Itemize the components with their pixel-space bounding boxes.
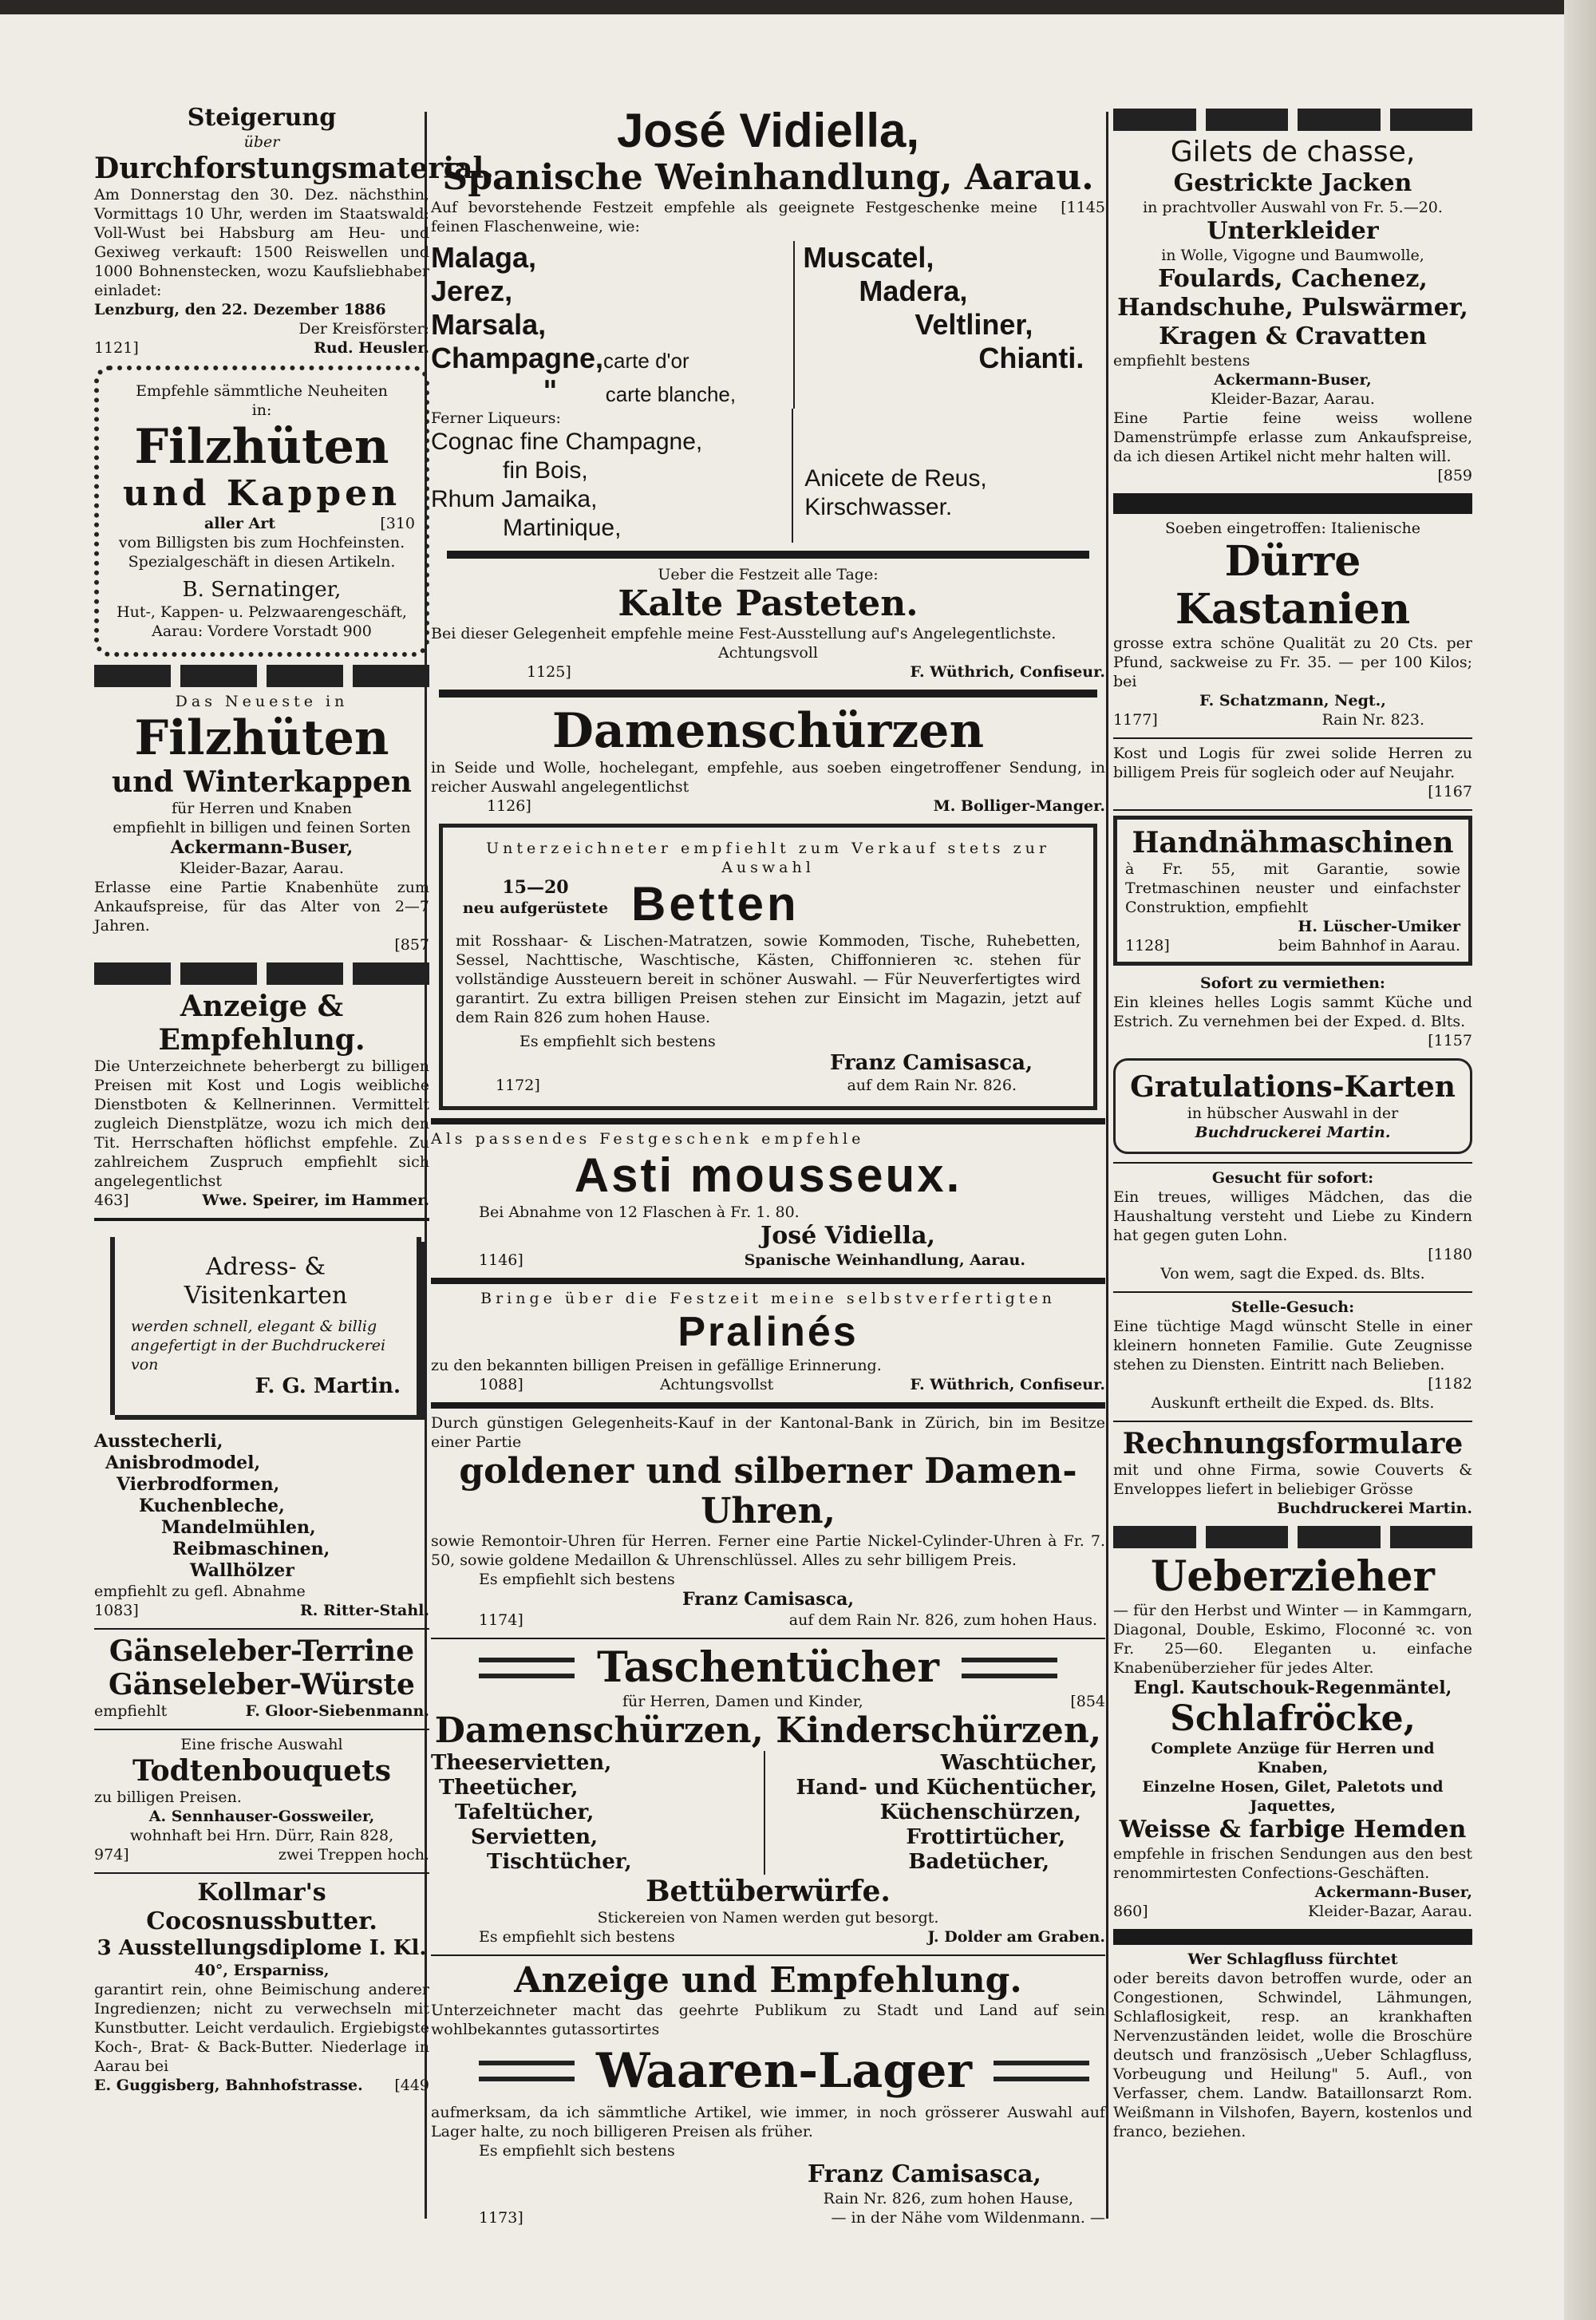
ad-body: garantirt rein, ohne Beimischung anderer Ingredienzen; nicht zu verwechseln mit Kunstbutter. Leicht verdaulich. Ergiebigste Koch-, Brat- & Back-Butter. Niederlage in Aarau bei <box>94 1981 429 2075</box>
ad-headline-2: Damenschürzen, Kinderschürzen, <box>434 1710 1102 1751</box>
ad-intro: Bringe über die Festzeit meine selbstverfertigten <box>480 1290 1056 1307</box>
ad-number: [857 <box>394 936 429 954</box>
ad-filzhueten <box>94 692 429 954</box>
ad-address-2: — in der Nähe vom Wildenmann. — <box>831 2209 1105 2227</box>
list-note: carte blanche, <box>605 382 737 406</box>
ad-number: 463] <box>94 1192 129 1209</box>
list-item: Hand- und Küchentücher, <box>796 1776 1097 1800</box>
rule <box>1113 1162 1472 1164</box>
ad-headline: Todtenbouquets <box>132 1754 392 1788</box>
ad-headline-2: Gänseleber-Würste <box>109 1668 415 1701</box>
list-item: Muscatel, <box>803 241 934 274</box>
wine-list <box>431 241 1105 409</box>
ad-body: à Fr. 55, mit Garantie, sowie Tretmaschinen neuster und einfachster Construktion, empfiehlt <box>1125 860 1460 916</box>
ad-number: 1125] <box>527 663 571 681</box>
ad-number: 1083] <box>94 1602 139 1619</box>
ad-intro: Empfehle sämmtliche Neuheiten <box>136 382 388 400</box>
ad-kastanien <box>1113 519 1472 729</box>
list-item: Cognac fine Champagne, <box>431 429 703 455</box>
ad-gilets <box>1113 136 1472 485</box>
ad-body: in prachtvoller Auswahl von Fr. 5.—20. <box>1143 199 1443 216</box>
rule <box>431 1954 1105 1956</box>
ad-signature: Ackermann-Buser, <box>1214 371 1372 389</box>
list-item: Waschtücher, <box>940 1751 1097 1775</box>
ad-body: grosse extra schöne Qualität zu 20 Cts. per Pfund, sackweise zu Fr. 35. — per 100 Kilos; bei <box>1113 634 1472 690</box>
ornament-bar <box>994 2061 1089 2081</box>
ad-closing: Es empfiehlt sich bestens <box>479 2142 675 2160</box>
ornament-bar <box>962 1658 1057 1678</box>
list-item: Mandelmühlen, <box>161 1517 316 1538</box>
rule <box>94 1872 429 1874</box>
list-item: Champagne, <box>431 342 604 374</box>
ad-number: [1180 <box>1428 1246 1472 1263</box>
ad-body: oder bereits davon betroffen wurde, oder an Congestionen, Schwindel, Lähmungen, Schlaflosigkeit, resp. an krankhaften Nervenzuständen leidet, wolle die Broschüre deutsch und französisch „Ueber Schlagfluss, Vorbeugung und Heilung" 5. Aufl., von Verfasser, chem. Landw. Bataillonsarzt Rom. Weißmann in Vilshofen, Bayern, kostenlos und franco, beziehen. <box>1113 1970 1472 2140</box>
ad-handnaehmaschinen <box>1113 816 1472 966</box>
ad-body: Bei dieser Gelegenheit empfehle meine Fest-Ausstellung auf's Angelegentlichste. <box>431 625 1057 642</box>
rule <box>1113 1929 1472 1945</box>
ad-headline: José Vidiella, <box>616 104 920 157</box>
list-item: Rhum Jamaika, <box>431 486 598 512</box>
list-item: Jerez, <box>431 275 513 307</box>
ad-headline: Gesucht für sofort: <box>1211 1169 1374 1187</box>
ad-headline-2: Engl. Kautschouk-Regenmäntel, <box>1133 1678 1452 1698</box>
ad-body-4: Eine Partie feine weiss wollene Damenstrümpfe erlasse zum Ankaufspreise, da ich diesen Artikel nicht mehr halten will. <box>1113 409 1472 465</box>
ad-signature: R. Ritter-Stahl. <box>299 1602 429 1619</box>
ad-damenschuerzen <box>431 704 1105 816</box>
ad-intro: Eine frische Auswahl <box>180 1736 343 1753</box>
ad-address: auf dem Rain Nr. 826. <box>847 1077 1017 1094</box>
rule <box>1113 809 1472 811</box>
list-item: Marsala, <box>431 308 547 341</box>
ad-number: 1128] <box>1125 937 1170 954</box>
ad-sub: neu aufgerüstete <box>462 899 609 917</box>
ad-shop: Hut-, Kappen- u. Pelzwaarengeschäft, <box>117 603 407 621</box>
ad-signature: Buchdruckerei Martin. <box>1195 1124 1391 1141</box>
ad-body: — für den Herbst und Winter — in Kammgarn, Diagonal, Double, Eskimo, Floconné ꝛc. von Fr. 25—60. Eleganten u. einfache Knabenüberzieher für jedes Alter. <box>1113 1602 1472 1677</box>
ad-anzeige-speirer <box>94 990 429 1210</box>
ad-headline: Taschentücher <box>597 1643 939 1692</box>
ad-headline: Damenschürzen <box>551 703 985 759</box>
ad-body: Bei Abnahme von 12 Flaschen à Fr. 1. 80. <box>479 1203 800 1221</box>
ad-intro: Das Neueste in <box>175 693 349 710</box>
ad-signature: F. Wüthrich, Confiseur. <box>910 1376 1105 1393</box>
ad-title: Steigerung <box>187 104 337 132</box>
ad-pralines <box>431 1289 1105 1394</box>
ad-address: Aarau: Vordere Vorstadt 900 <box>152 622 372 640</box>
ad-body: sowie Remontoir-Uhren für Herren. Ferner eine Partie Nickel-Cylinder-Uhren à Fr. 7. 50, sowie goldene Medaillon & Uhrenschlüssel. Alles zu sehr billigem Preis. <box>431 1532 1105 1569</box>
ad-signature: Franz Camisasca, <box>807 2160 1041 2188</box>
ad-headline: Rechnungsformulare <box>1122 1427 1464 1460</box>
ad-headline: Gilets de chasse, <box>1170 136 1416 168</box>
ad-headline: Gänseleber-Terrine <box>109 1634 415 1668</box>
list-item: Theetücher, <box>439 1776 579 1800</box>
ad-headline: Asti mousseux. <box>574 1148 962 1202</box>
ad-body: zu den bekannten billigen Preisen in gefällige Erinnerung. <box>431 1357 882 1374</box>
list-item: Frottirtücher, <box>906 1825 1065 1849</box>
ad-headline: goldener und silberner Damen-Uhren, <box>459 1451 1077 1532</box>
ad-asti <box>431 1129 1105 1270</box>
ad-headline: Sofort zu vermiethen: <box>1200 974 1385 992</box>
ad-headline-3: Bettüberwürfe. <box>646 1875 891 1908</box>
ad-ueberzieher <box>1113 1553 1472 1921</box>
ad-number: [1157 <box>1428 1032 1472 1049</box>
ad-sub: für Herren, Damen und Kinder, <box>622 1693 863 1710</box>
ad-todtenbouquets <box>94 1735 429 1864</box>
ad-taschentuecher <box>431 1644 1105 1947</box>
ornament-bar <box>479 2061 575 2081</box>
ad-number: 1172] <box>496 1077 540 1094</box>
rule <box>94 1729 429 1730</box>
ad-body: Kost und Logis für zwei solide Herren zu billigem Preis für sogleich oder auf Neujahr. <box>1113 745 1472 781</box>
list-item: Wallhölzer <box>190 1560 294 1581</box>
ad-headline-2: und Winterkappen <box>112 765 412 799</box>
ad-headline: Ueberzieher <box>1151 1552 1435 1601</box>
ad-body: vom Billigsten bis zum Hochfeinsten. <box>118 534 405 551</box>
ad-number: 1121] <box>94 339 139 357</box>
divider-bars <box>94 962 429 985</box>
ad-schlagfluss <box>1113 1950 1472 2141</box>
ad-number: 1174] <box>479 1611 523 1629</box>
ad-signature: Ackermann-Buser, <box>170 837 354 858</box>
ad-signature: Buchdruckerei Martin. <box>1277 1500 1472 1517</box>
list-item: Kirschwasser. <box>804 494 953 520</box>
ad-waaren-lager <box>431 1961 1105 2227</box>
ad-number: [1145 <box>1061 199 1105 216</box>
item-columns <box>431 1751 1105 1875</box>
ad-intro: Soeben eingetroffen: Italienische <box>1165 520 1420 537</box>
ad-closing: Achtungsvollst <box>659 1376 774 1393</box>
ad-stelle-gesuch <box>1113 1298 1472 1413</box>
ad-intro-2: in: <box>251 401 272 419</box>
ad-body: Die Unterzeichnete beherbergt zu billigen Preisen mit Kost und Logis weibliche Dienstboten & Kellnerinnen. Vermittelt zugleich Dienstplätze, wozu ich mich den Tit. Herrschaften höflichst empfehle. Zu zahlreichem Zuspruch empfiehlt sich angelegentlichst <box>94 1057 429 1190</box>
ad-vermiethen <box>1113 974 1472 1050</box>
ad-sernatinger <box>94 366 429 657</box>
ad-subtitle: über <box>243 133 280 151</box>
ad-body: in Seide und Wolle, hochelegant, empfehle, aus soeben eingetroffener Sendung, in reicher Auswahl angelegentlichst <box>431 759 1105 796</box>
ad-body: Auf bevorstehende Festzeit empfehle als geeignete Festgeschenke meine feinen Flaschenweine, wie: <box>431 199 1037 235</box>
ad-body-3: Erlasse eine Partie Knabenhüte zum Ankaufspreise, für das Alter von 2—7 Jahren. <box>94 879 429 935</box>
ad-closing: Es empfiehlt sich bestens <box>479 1571 675 1588</box>
ad-number: [449 <box>394 2077 429 2094</box>
ad-count: 15—20 <box>502 877 569 898</box>
ad-shop: Kleider-Bazar, Aarau. <box>180 860 344 877</box>
ad-body-3: empfiehlt bestens <box>1113 352 1250 370</box>
ad-headline: Pralinés <box>678 1309 859 1355</box>
ad-signature: F. Schatzmann, Negt., <box>1199 692 1386 709</box>
rule <box>1113 493 1472 514</box>
ad-kollmar <box>94 1879 429 2095</box>
ad-number: [859 <box>1437 467 1472 484</box>
rule <box>431 1278 1105 1284</box>
ad-gratulations-karten <box>1113 1058 1472 1154</box>
list-item: Malaga, <box>431 241 537 274</box>
rule <box>1113 1421 1472 1422</box>
ad-subheadline-2: 40°, Ersparniss, <box>194 1962 330 1979</box>
ad-body: in hübscher Auswahl in der <box>1187 1105 1399 1122</box>
ad-closing: Es empfiehlt sich bestens <box>519 1033 716 1050</box>
list-item: Badetücher, <box>908 1850 1049 1874</box>
ad-headline-2: Waaren-Lager <box>595 2043 973 2099</box>
ad-signature: F. Wüthrich, Confiseur. <box>910 663 1105 681</box>
list-item: Chianti. <box>978 342 1084 374</box>
ad-betten <box>439 824 1097 1110</box>
ad-signature: A. Sennhauser-Gossweiler, <box>148 1808 375 1825</box>
ad-headline-4: Weisse & farbige Hemden <box>1119 1816 1467 1844</box>
list-item: Reibmaschinen, <box>172 1539 330 1559</box>
ad-body: Ein kleines helles Logis sammt Küche und Estrich. Zu vernehmen bei der Exped. d. Blts. <box>1113 994 1472 1030</box>
divider-bars <box>94 665 429 687</box>
ad-headline: Gratulations-Karten <box>1130 1070 1456 1104</box>
ad-signature: Franz Camisasca, <box>682 1589 854 1610</box>
ad-body: Am Donnerstag den 30. Dez. nächsthin, Vormittags 10 Uhr, werden im Staatswald: Voll-Wust bei Habsburg am Heu- und Gexiweg verkauft: 1500 Reiswellen und 1000 Bohnenstecken, wozu Kaufsliebhaber einladet: <box>94 186 429 299</box>
ad-headline-3: Schlafröcke, <box>1170 1698 1416 1739</box>
ad-place-date: Lenzburg, den 22. Dezember 1886 <box>94 301 386 318</box>
ad-body-2: in Wolle, Vigogne und Baumwolle, <box>1161 247 1424 264</box>
middle-column <box>431 104 1105 2227</box>
ad-intro: Ueber die Festzeit alle Tage: <box>658 566 879 583</box>
ad-body: Unterzeichneter macht das geehrte Publikum zu Stadt und Land auf sein wohlbekanntes gutassortirtes <box>431 2002 1105 2038</box>
ad-headline: Durchforstungsmaterial. <box>94 152 494 185</box>
ad-intro: Unterzeichneter empfiehlt zum Verkauf stets zur Auswahl <box>486 840 1050 876</box>
ad-headline-3: Unterkleider <box>1207 217 1379 245</box>
column-rule-right <box>1106 112 1108 2219</box>
ad-headline: Kollmar's Cocosnussbutter. <box>146 1879 377 1935</box>
list-item: Theeservietten, <box>431 1751 612 1775</box>
ad-headline: Anzeige & Empfehlung. <box>158 990 365 1057</box>
ad-gesucht <box>1113 1168 1472 1283</box>
page-right-edge <box>1564 0 1596 2320</box>
ad-intro: Als passendes Festgeschenk empfehle <box>431 1130 865 1148</box>
divider-bars <box>1113 109 1472 131</box>
ad-body-2: Auskunft ertheilt die Exped. ds. Blts. <box>1151 1394 1435 1412</box>
ad-signature: Wwe. Speirer, im Hammer. <box>202 1192 429 1209</box>
ad-address-2: zwei Treppen hoch. <box>278 1846 429 1864</box>
ad-body-2: empfiehlt in billigen und feinen Sorten <box>113 819 411 836</box>
ad-adress-visitenkarten <box>110 1237 421 1415</box>
ad-signature: M. Bolliger-Manger. <box>933 797 1105 815</box>
ad-body: Eine tüchtige Magd wünscht Stelle in einer kleinern honneten Familie. Gute Zeugnisse stehen zu Diensten. Eintritt nach Belieben. <box>1113 1318 1472 1373</box>
ad-kalte-pasteten <box>431 565 1105 682</box>
ad-number: 1146] <box>479 1251 523 1269</box>
ad-headline: Stelle-Gesuch: <box>1231 1298 1355 1316</box>
ad-signature: J. Dolder am Graben. <box>927 1928 1105 1946</box>
ad-body-2: aufmerksam, da ich sämmtliche Artikel, wie immer, in noch grösserer Auswahl auf Lager halte, zu noch billigeren Preisen als früher. <box>431 2104 1105 2140</box>
rule <box>1113 1291 1472 1293</box>
list-item: fin Bois, <box>503 457 588 484</box>
rule <box>447 551 1089 559</box>
list-heading: Ferner Liqueurs: <box>431 409 561 427</box>
ad-subheadline: 3 Ausstellungsdiplome I. Kl. <box>97 1936 427 1960</box>
ad-signature: José Vidiella, <box>760 1222 935 1250</box>
ad-number: 1088] <box>479 1376 523 1393</box>
rule <box>431 1638 1105 1639</box>
ditto-mark: " <box>543 375 558 409</box>
rule <box>431 1402 1105 1409</box>
list-item: Anisbrodmodel, <box>105 1452 261 1473</box>
ad-signature: Franz Camisasca, <box>829 1051 1033 1075</box>
rule <box>94 1628 429 1630</box>
ad-body: Stickereien von Namen werden gut besorgt. <box>597 1909 939 1927</box>
ad-body-2: Complete Anzüge für Herren und Knaben, <box>1151 1740 1435 1777</box>
ad-body-4: empfehle in frischen Sendungen aus den best renommirtesten Confections-Geschäften. <box>1113 1845 1472 1882</box>
ad-headline-5: Handschuhe, Pulswärmer, <box>1117 294 1468 322</box>
ad-headline-4: Foulards, Cachenez, <box>1158 265 1428 293</box>
divider-bars <box>1113 1526 1472 1548</box>
ad-headline: Betten <box>631 877 800 931</box>
ad-signature: B. Sernatinger, <box>182 578 342 602</box>
ad-sub: aller Art <box>204 515 275 532</box>
ad-body: mit und ohne Firma, sowie Couverts & Enveloppes liefert in beliebiger Grösse <box>1113 1461 1472 1498</box>
ad-address: Rain Nr. 826, zum hohen Hause, <box>823 2190 1073 2207</box>
ad-kost-logis <box>1113 744 1472 801</box>
ad-body: empfiehlt zu gefl. Abnahme <box>94 1583 306 1600</box>
list-item: Tischtücher, <box>487 1850 632 1874</box>
ad-subheadline: Spanische Weinhandlung, Aarau. <box>442 157 1094 198</box>
ad-body: für Herren und Knaben <box>172 800 352 817</box>
list-item: Küchenschürzen, <box>879 1800 1081 1824</box>
ad-signer-role: Der Kreisförster: <box>298 320 429 338</box>
ad-shop: Kleider-Bazar, Aarau. <box>1308 1903 1472 1920</box>
page-top-edge <box>0 0 1596 14</box>
ad-number: 974] <box>94 1846 129 1864</box>
ad-address: Rain Nr. 823. <box>1321 711 1424 729</box>
ad-number: 1126] <box>487 797 531 815</box>
ad-signature: Rud. Heusler. <box>314 339 429 357</box>
ad-signature: F. G. Martin. <box>255 1374 401 1398</box>
list-item: Tafeltücher, <box>455 1800 595 1824</box>
ad-body: werden schnell, elegant & billig angefertigt in der Buchdruckerei von <box>131 1318 386 1373</box>
ad-number: [1167 <box>1428 783 1472 800</box>
ad-number: [1182 <box>1428 1375 1472 1393</box>
ad-number: [310 <box>380 515 415 532</box>
list-note: carte d'or <box>603 349 689 373</box>
ad-rechnungsformulare <box>1113 1427 1472 1518</box>
ad-signature: H. Lüscher-Umiker <box>1298 918 1460 935</box>
ad-body: empfiehlt <box>94 1702 168 1720</box>
ad-headline-6: Kragen & Cravatten <box>1159 322 1427 350</box>
rule <box>439 690 1097 698</box>
rule <box>431 1118 1105 1124</box>
ad-body: Ein treues, williges Mädchen, das die Haushaltung versteht und Liebe zu Kindern hat gegen guten Lohn. <box>1113 1188 1472 1244</box>
ad-headline: Anzeige und Empfehlung. <box>514 1960 1022 2001</box>
ad-address: beim Bahnhof in Aarau. <box>1278 937 1460 954</box>
ad-headline: Adress- & Visitenkarten <box>184 1253 348 1310</box>
ad-signature: E. Guggisberg, Bahnhofstrasse. <box>94 2077 363 2094</box>
ad-signature: Ackermann-Buser, <box>1314 1883 1472 1901</box>
rule <box>1113 737 1472 739</box>
ad-gaenseleber <box>94 1634 429 1721</box>
item-list <box>94 1431 429 1582</box>
ad-vidiella-wein <box>431 104 1105 543</box>
list-item: Martinique, <box>503 515 622 541</box>
list-item: Ausstecherli, <box>94 1431 223 1452</box>
liqueur-list <box>431 409 1105 543</box>
list-item: Anicete de Reus, <box>804 465 987 492</box>
ad-closing: Achtungsvoll <box>718 644 818 662</box>
ad-shop: Kleider-Bazar, Aarau. <box>1211 390 1375 408</box>
ad-number: [854 <box>1070 1693 1105 1710</box>
ad-signature: F. Gloor-Siebenmann. <box>245 1702 429 1720</box>
ad-number: 860] <box>1113 1903 1148 1920</box>
ad-closing: Es empfiehlt sich bestens <box>479 1928 675 1946</box>
ad-ritter-stahl <box>94 1431 429 1620</box>
ad-body: zu billigen Preisen. <box>94 1788 242 1806</box>
ornament-bar <box>479 1658 575 1678</box>
right-column <box>1113 104 1472 2211</box>
ad-body-3: Einzelne Hosen, Gilet, Paletots und Jaquettes, <box>1142 1778 1444 1815</box>
ad-headline: Filzhüten <box>134 710 389 766</box>
ad-number: 1173] <box>479 2209 523 2227</box>
ad-body-2: Von wem, sagt die Exped. ds. Blts. <box>1160 1265 1425 1283</box>
ad-subheadline: Spanische Weinhandlung, Aarau. <box>744 1251 1025 1269</box>
ad-intro: Durch günstigen Gelegenheits-Kauf in der Kantonal-Bank in Zürich, bin im Besitze einer Partie <box>431 1414 1105 1451</box>
ad-headline: Kalte Pasteten. <box>618 583 918 624</box>
ad-headline: Wer Schlagfluss fürchtet <box>1187 1950 1398 1968</box>
ad-body: mit Rosshaar- & Lischen-Matratzen, sowie Kommoden, Tische, Ruhebetten, Sessel, Nachttische, Waschtische, Kästen, Chiffonnieren ꝛc. stehen für vollständige Aussteuern bereit in schöner Auswahl. — Für Neuverfertigtes wird garantirt. Zu extra billigen Preisen stehen zur Einsicht im Magazin, jetzt auf dem Rain 826 zum hohen Hause. <box>456 932 1080 1026</box>
ad-headline: Handnähmaschinen <box>1132 826 1454 860</box>
ad-number: 1177] <box>1113 711 1158 729</box>
list-item: Madera, <box>859 275 968 307</box>
ad-address: wohnhaft bei Hrn. Dürr, Rain 828, <box>129 1827 394 1844</box>
ad-headline-2: Gestrickte Jacken <box>1173 169 1412 197</box>
ad-headline-2: und Kappen <box>122 473 401 514</box>
list-item: Veltliner, <box>915 308 1033 341</box>
ad-body-2: Spezialgeschäft in diesen Artikeln. <box>128 553 396 571</box>
list-item: Kuchenbleche, <box>139 1496 285 1516</box>
list-item: Vierbrodformen, <box>117 1474 280 1495</box>
ad-address: auf dem Rain Nr. 826, zum hohen Haus. <box>788 1611 1097 1629</box>
rule <box>94 1218 429 1221</box>
ad-headline: Dürre Kastanien <box>1175 537 1411 634</box>
list-item: Servietten, <box>471 1825 598 1849</box>
ad-headline: Filzhüten <box>134 419 389 475</box>
ad-damen-uhren <box>431 1413 1105 1630</box>
